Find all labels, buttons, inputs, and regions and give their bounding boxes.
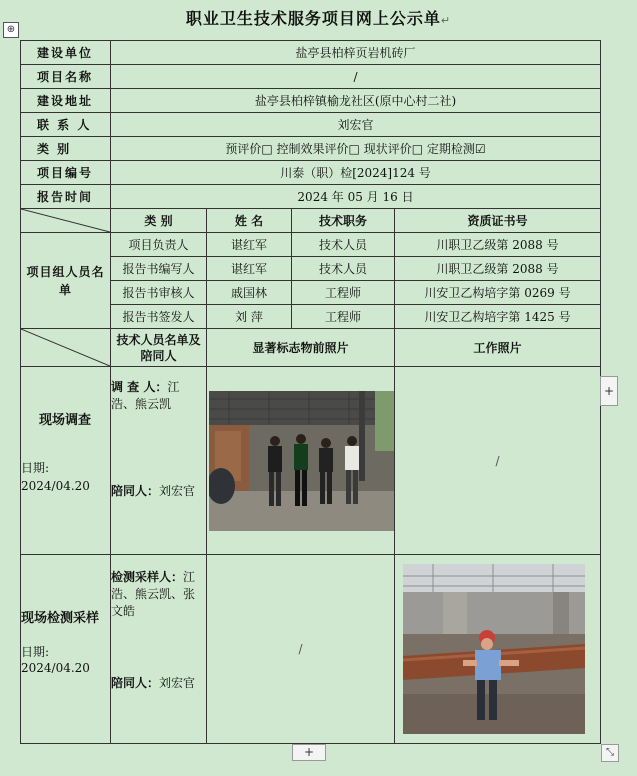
survey-sign-photo-cell [207,367,395,554]
address-label: 建设地址 [21,89,111,113]
member-role[interactable]: 报告书签发人 [111,305,207,329]
sampling-label-cell [21,554,111,743]
survey-staff-cell[interactable] [111,367,207,554]
unit-label: 建设单位 [21,41,111,65]
survey-label: 现场调查 [39,413,92,429]
member-name[interactable]: 刘 萍 [207,305,292,329]
time-label: 报告时间 [21,185,111,209]
contact-value[interactable]: 刘宏官 [111,113,601,137]
sampling-companion[interactable]: 刘宏官 [159,675,196,690]
member-cert[interactable]: 川职卫乙级第 2088 号 [395,233,601,257]
member-cert[interactable]: 川职卫乙级第 2088 号 [395,257,601,281]
sampling-sign-photo-cell [207,554,395,743]
diagonal-header-cell [21,209,111,233]
member-cert[interactable]: 川安卫乙构培字第 1425 号 [395,305,601,329]
member-name[interactable]: 戚国林 [207,281,292,305]
member-cert[interactable]: 川安卫乙构培字第 0269 号 [395,281,601,305]
sampling-companion-label: 陪同人： [111,675,160,690]
survey-label-cell [21,367,111,554]
sign-photo-col-header: 显著标志物前照片 [207,329,395,367]
add-row-button[interactable]: + [292,744,326,761]
project-name-value[interactable]: / [111,65,601,89]
member-name[interactable]: 谌红军 [207,233,292,257]
table-move-handle-icon[interactable]: ⊕ [3,22,19,38]
number-value[interactable]: 川泰（职）检[2024]124 号 [111,161,601,185]
page-title: 职业卫生技术服务项目网上公示单↵ [185,9,452,28]
staff-col-header: 技术人员名单及陪同人 [111,329,207,367]
number-label: 项目编号 [21,161,111,185]
survey-companion-label: 陪同人： [111,484,160,499]
sampling-work-photo [403,564,585,734]
sampling-samplers[interactable]: 江浩、熊云凯、张文皓 [111,569,196,618]
sampling-date-value[interactable]: 2024/04.20 [21,660,90,675]
survey-group-photo [209,391,395,531]
sampling-work-photo-cell [395,554,601,743]
sampling-samplers-label: 检测采样人： [111,569,184,584]
team-header-cert: 资质证书号 [395,209,601,233]
sampling-staff-cell[interactable] [111,554,207,743]
survey-investigators[interactable]: 江浩、熊云凯 [111,380,180,412]
member-role[interactable]: 报告书审核人 [111,281,207,305]
member-role[interactable]: 报告书编写人 [111,257,207,281]
notice-table [20,40,601,744]
time-value[interactable]: 2024 年 05 月 16 日 [111,185,601,209]
member-role[interactable]: 项目负责人 [111,233,207,257]
address-value[interactable]: 盐亭县柏梓镇榆龙社区(原中心村二社) [111,89,601,113]
add-column-button[interactable]: + [600,376,618,406]
survey-date-value[interactable]: 2024/04.20 [21,479,90,494]
survey-work-photo-placeholder: / [495,453,500,468]
sampling-label: 现场检测采样 [21,610,100,626]
survey-work-photo-cell [395,367,601,554]
team-header-name: 姓 名 [207,209,292,233]
survey-companion[interactable]: 刘宏官 [159,484,196,499]
member-name[interactable]: 谌红军 [207,257,292,281]
sampling-sign-photo-placeholder: / [298,641,303,656]
survey-investigators-label: 调 查 人： [111,380,168,395]
member-title[interactable]: 技术人员 [292,233,395,257]
team-header-role: 类 别 [111,209,207,233]
table-resize-icon[interactable]: ⤡ [601,744,619,762]
work-photo-col-header: 工作照片 [395,329,601,367]
member-title[interactable]: 工程师 [292,305,395,329]
category-label: 类 别 [21,137,111,161]
contact-label: 联 系 人 [21,113,111,137]
unit-value[interactable]: 盐亭县柏梓页岩机砖厂 [111,41,601,65]
member-title[interactable]: 技术人员 [292,257,395,281]
team-section-label: 项目组人员名单 [21,233,111,329]
project-name-label: 项目名称 [21,65,111,89]
diagonal-photo-header-cell [21,329,111,367]
member-title[interactable]: 工程师 [292,281,395,305]
category-options[interactable]: 预评价□ 控制效果评价□ 现状评价□ 定期检测☑ [111,137,601,161]
team-header-title: 技术职务 [292,209,395,233]
sampling-date-label: 日期: [21,644,50,659]
survey-date-label: 日期: [21,461,50,476]
